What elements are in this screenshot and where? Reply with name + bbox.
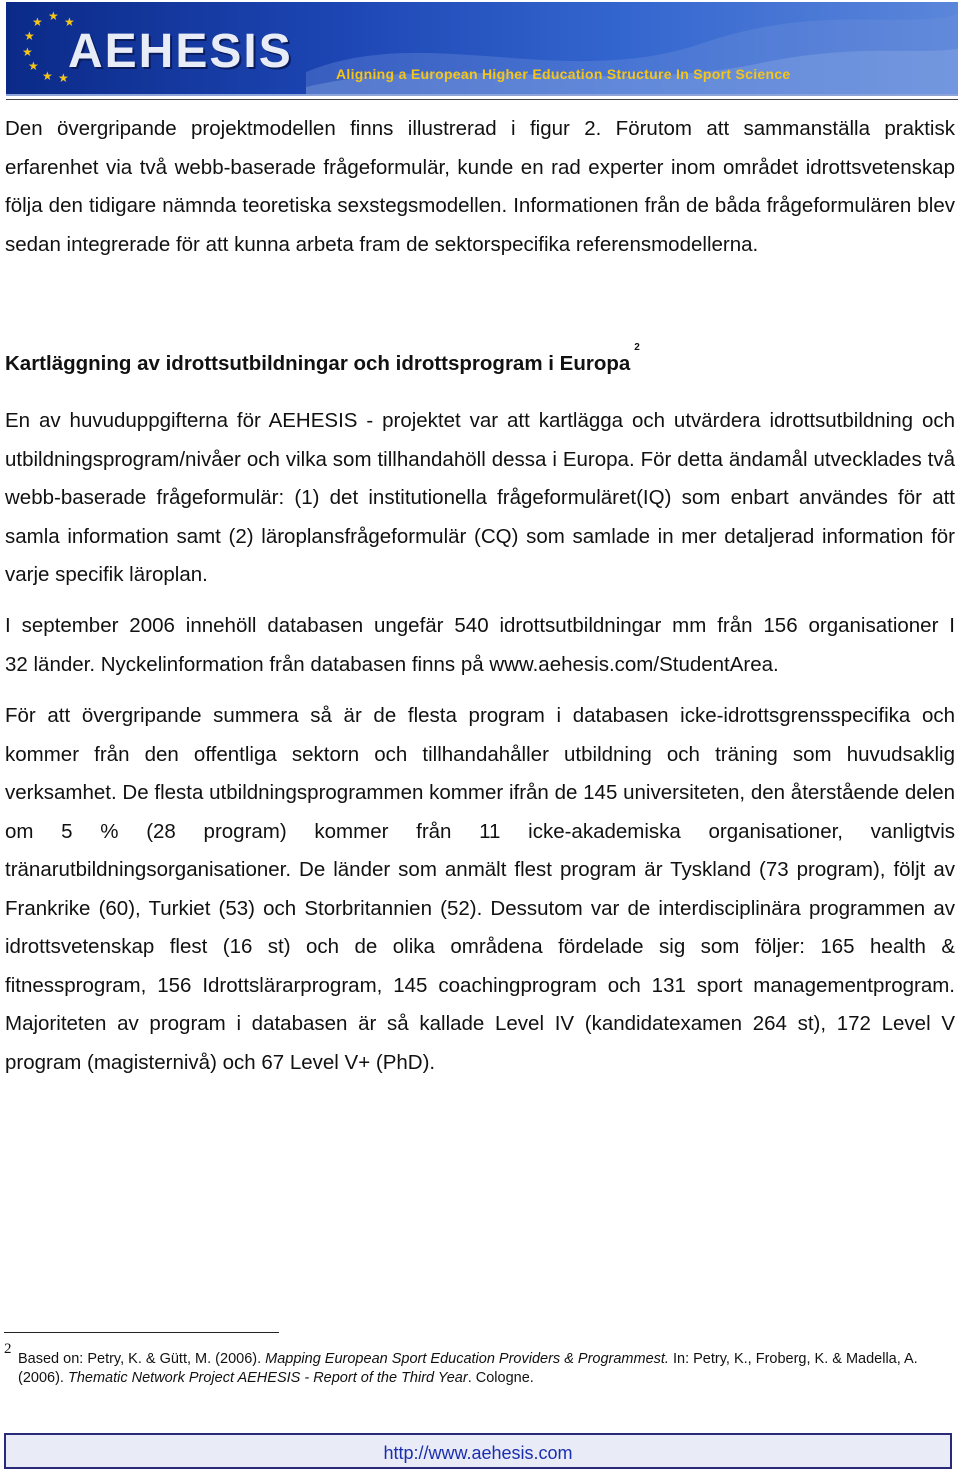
svg-text:★: ★ [24,29,35,43]
summary-text: För att övergripande summera så är de flesta program i databasen icke-idrottsgrensspecifika och kommer från den offentliga sektorn och tillhandahåller utbildning och träning som huvudsaklig verksamhet. De flesta utbildningsprogrammen kommer ifrån de 145 universiteten, den återstående delen om 5 % (28 program) kommer från 11 icke-akademiska organisationer, vanligtvis tränarutbildningsorganisationer. De länder som anmält flest program är Tyskland (73 program), följt av Frankrike (60), Turkiet (53) och Storbritannien (52). Dessutom var de interdisciplinära programmen av idrottsvetenskap flest (16 st) och de olika områdena fördelade sig som följer: 165 health & fitnessprogram, 156 Idrottslärarprogram, 145 coachingprogram och 131 sport managementprogram. Majoriteten av program i databasen är så kallade Level IV (kandidatexamen 264 st), 172 Level V program (magisternivå) och 67 Level V+ (PhD). [5,704,955,1074]
header-divider [6,99,958,100]
svg-text:★: ★ [22,45,33,59]
database-paragraph [5,607,955,684]
summary-paragraph [5,697,955,1082]
svg-text:★: ★ [42,69,53,83]
footnote-title-2: Thematic Network Project AEHESIS - Report of the Third Year [67,1370,468,1386]
svg-text:★: ★ [58,71,69,84]
intro-paragraph [5,110,955,264]
section-heading [5,342,640,376]
page-footer [4,1433,952,1469]
mapping-text: En av huvuduppgifterna för AEHESIS - projektet var att kartlägga och utvärdera idrottsutbildning och utbildningsprogram/nivåer och vilka som tillhandahöll dessa i Europa. För detta ändamål utvecklades två webb-baserade frågeformulär: (1) det institutionella frågeformuläret(IQ) som enbart användes för att samla information samt (2) läroplansfrågeformulär (CQ) som samlade in mer detaljerad information för varje specifik läroplan. [5,409,955,586]
footnote-text [4,1340,944,1388]
svg-text:★: ★ [28,59,39,73]
aehesis-logo: AEHESIS [68,25,293,78]
footnote-mid: In: Petry, K., Froberg, K. & Madella, A. (2006). [18,1351,918,1386]
footnote [4,1340,944,1388]
footnote-number: 2 [4,1341,12,1357]
section-heading-text: Kartläggning av idrottsutbildningar och idrottsprogram i Europa [5,352,631,375]
footnote-prefix: Based on: Petry, K. & Gütt, M. (2006). [18,1351,266,1367]
footnote-suffix: . Cologne. [467,1370,534,1386]
svg-text:★: ★ [64,15,75,29]
mapping-paragraph [5,402,955,595]
svg-text:★: ★ [32,15,43,29]
footer-link[interactable]: http://www.aehesis.com [383,1443,573,1463]
svg-text:★: ★ [48,9,59,23]
database-line-2: 32 länder. Nyckelinformation från databasen finns på www.aehesis.com/StudentArea. [5,652,779,676]
footnote-title-1: Mapping European Sport Education Providers & Programmest. [265,1351,669,1367]
header-banner [6,2,958,96]
banner-tagline: Aligning a European Higher Education Structure In Sport Science [336,66,791,82]
footnote-divider [4,1332,279,1333]
database-line-1: I september 2006 innehöll databasen ungefär 540 idrottsutbildningar mm från 156 organisationer I [5,614,955,637]
intro-text: Den övergripande projektmodellen finns illustrerad i figur 2. Förutom att sammanställa praktisk erfarenhet via två webb-baserade frågeformulär, kunde en rad experter inom området idrottsvetenskap följa den tidigare nämnda teoretiska sexstegsmodellen. Informationen från de båda frågeformulären blev sedan integrerade för att kunna arbeta fram de sektorspecifika referensmodellerna. [5,117,955,256]
footnote-reference[interactable]: 2 [634,342,640,354]
